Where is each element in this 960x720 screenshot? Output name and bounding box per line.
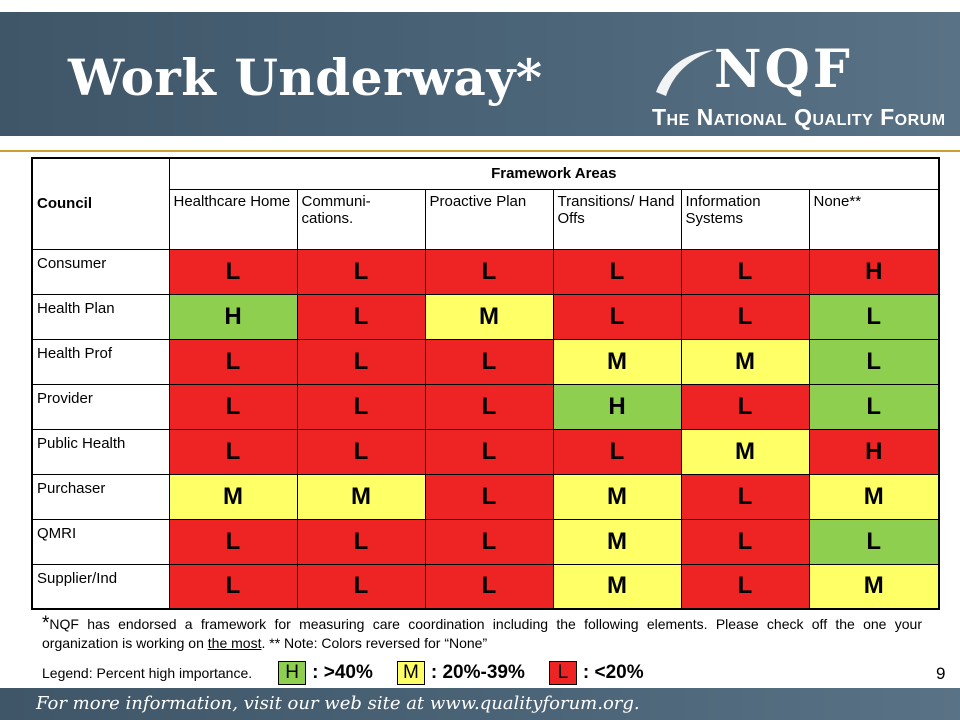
logo-swoosh-icon: [648, 46, 718, 106]
table-row: [32, 564, 939, 609]
table-body: [32, 249, 939, 609]
rating-cell: L: [425, 249, 553, 294]
council-header: Council: [32, 158, 169, 249]
rating-cell: L: [809, 519, 939, 564]
rating-cell: L: [169, 384, 297, 429]
rating-cell: L: [297, 294, 425, 339]
footnote-emphasis: the most: [207, 635, 262, 651]
rating-cell: L: [681, 249, 809, 294]
council-name: Provider: [32, 384, 169, 429]
rating-cell: L: [297, 564, 425, 609]
rating-cell: L: [681, 384, 809, 429]
legend-key-medium: M: [397, 661, 425, 685]
table-row: [32, 294, 939, 339]
rating-cell: M: [681, 429, 809, 474]
rating-cell: H: [809, 249, 939, 294]
rating-cell: L: [297, 429, 425, 474]
rating-cell: M: [553, 474, 681, 519]
council-name: QMRI: [32, 519, 169, 564]
rating-cell: M: [169, 474, 297, 519]
column-header: Healthcare Home: [169, 189, 297, 249]
rating-cell: M: [425, 294, 553, 339]
logo-tagline-text: The National Quality Forum: [652, 104, 946, 130]
footnote-star: *: [42, 613, 50, 634]
rating-cell: L: [425, 564, 553, 609]
legend-key-low: L: [549, 661, 577, 685]
rating-cell: L: [169, 564, 297, 609]
rating-cell: L: [169, 519, 297, 564]
rating-cell: M: [297, 474, 425, 519]
council-name: Supplier/Ind: [32, 564, 169, 609]
council-name: Purchaser: [32, 474, 169, 519]
rating-cell: L: [297, 519, 425, 564]
council-name: Health Prof: [32, 339, 169, 384]
legend-range-medium: : 20%-39%: [430, 662, 525, 683]
rating-cell: L: [425, 384, 553, 429]
legend-lead: Legend: Percent high importance.: [42, 665, 253, 681]
rating-cell: L: [681, 294, 809, 339]
column-header: Proactive Plan: [425, 189, 553, 249]
rating-cell: M: [809, 564, 939, 609]
column-header: None**: [809, 189, 939, 249]
footnote-text-before: NQF has endorsed a framework for measuring care coordination including the following elements. Please check off the one your organization is working on: [42, 616, 922, 651]
rating-cell: L: [425, 339, 553, 384]
page-title: Work Underway*: [68, 48, 543, 107]
rating-cell: M: [553, 339, 681, 384]
footer-text: For more information, visit our web site at www.qualityforum.org.: [36, 693, 640, 714]
rating-cell: L: [809, 294, 939, 339]
rating-cell: L: [553, 294, 681, 339]
column-header: Communi- cations.: [297, 189, 425, 249]
rating-cell: L: [553, 249, 681, 294]
logo-wordmark: NQF: [714, 39, 853, 100]
header-band: [0, 12, 960, 136]
nqf-logo: [648, 39, 948, 136]
table-row: [32, 339, 939, 384]
rating-cell: H: [553, 384, 681, 429]
footnote: [42, 614, 922, 653]
legend-range-high: : >40%: [312, 662, 373, 683]
legend-key-high: H: [278, 661, 306, 685]
footer-band: [0, 688, 960, 720]
footnote-text-after: . ** Note: Colors reversed for “None”: [261, 635, 488, 651]
column-header: Transitions/ Hand Offs: [553, 189, 681, 249]
rating-cell: L: [297, 339, 425, 384]
rating-cell: L: [169, 429, 297, 474]
rating-cell: L: [809, 384, 939, 429]
rating-cell: H: [809, 429, 939, 474]
table-row: [32, 384, 939, 429]
council-name: Consumer: [32, 249, 169, 294]
logo-tagline: [652, 104, 946, 131]
table-row: [32, 519, 939, 564]
column-header-row: [32, 189, 939, 249]
rating-cell: L: [681, 474, 809, 519]
rating-cell: M: [681, 339, 809, 384]
rating-cell: L: [297, 249, 425, 294]
rating-cell: M: [553, 519, 681, 564]
rating-cell: M: [553, 564, 681, 609]
table-row: [32, 474, 939, 519]
rating-cell: L: [553, 429, 681, 474]
rating-cell: L: [169, 339, 297, 384]
framework-table: [31, 157, 940, 610]
rating-cell: L: [169, 249, 297, 294]
table-row: [32, 249, 939, 294]
rating-cell: M: [809, 474, 939, 519]
rating-cell: L: [297, 384, 425, 429]
rating-cell: L: [681, 519, 809, 564]
rating-cell: L: [425, 519, 553, 564]
rating-cell: L: [809, 339, 939, 384]
rating-cell: H: [169, 294, 297, 339]
legend: [42, 660, 922, 686]
rating-cell: L: [681, 564, 809, 609]
rating-cell: L: [425, 429, 553, 474]
council-name: Public Health: [32, 429, 169, 474]
framework-areas-header: Framework Areas: [169, 158, 939, 189]
header-rule: [0, 150, 960, 152]
page-number: 9: [936, 664, 946, 683]
table-row: [32, 429, 939, 474]
council-name: Health Plan: [32, 294, 169, 339]
legend-range-low: : <20%: [582, 662, 644, 683]
rating-cell: L: [425, 474, 553, 519]
column-header: Information Systems: [681, 189, 809, 249]
